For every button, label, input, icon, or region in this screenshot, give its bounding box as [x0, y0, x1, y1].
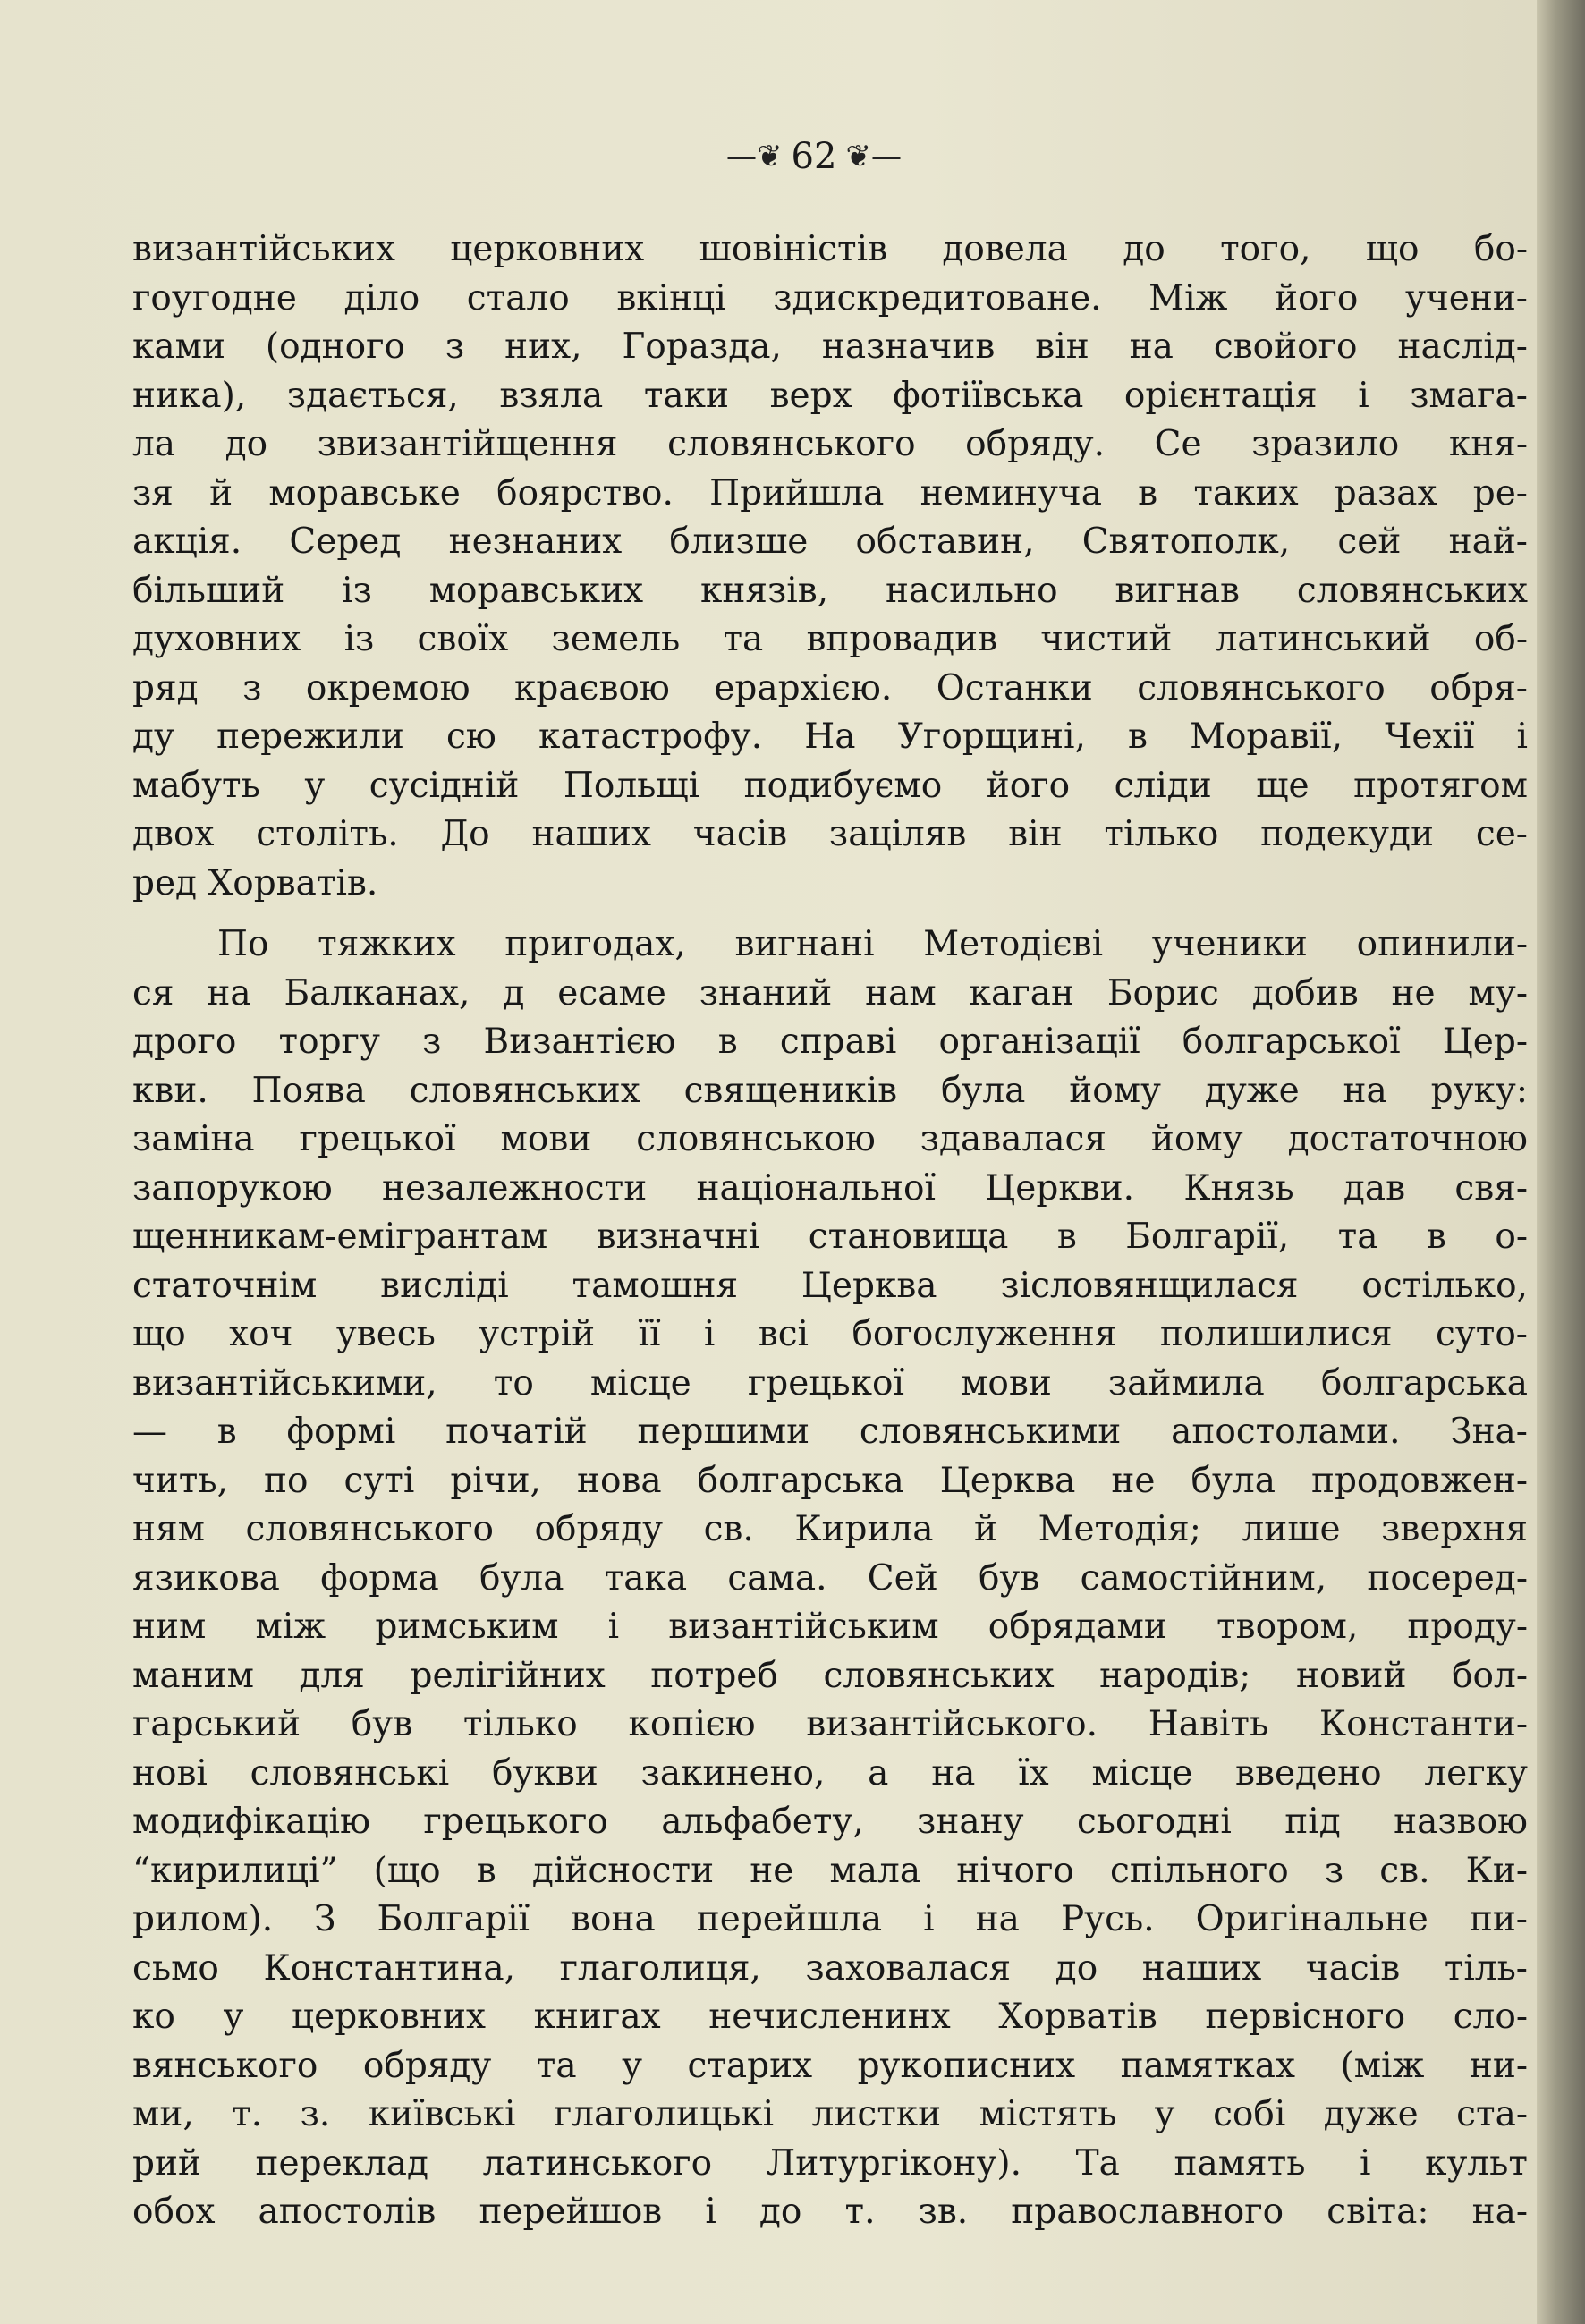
text-line: вянського обряду та у старих рукописних памятках (між ни-: [132, 2045, 1528, 2086]
text-line: По тяжких пригодах, вигнані Методієві ученики опинили-: [217, 924, 1528, 964]
text-line: духовних із своїх земель та впровадив чистий латинський об-: [132, 619, 1528, 659]
text-line: гарський був тілько копією византійського. Навіть Константи-: [132, 1704, 1528, 1744]
text-line: ням словянського обряду св. Кирила й Методія; лише зверхня: [132, 1509, 1528, 1549]
text-line: ками (одного з них, Горазда, назначив він на свойого наслід-: [132, 327, 1528, 367]
text-line: маним для релігійних потреб словянських народів; новий бол-: [132, 1655, 1528, 1696]
text-line: ла до звизантійщення словянського обряду. Се зразило кня-: [132, 424, 1528, 464]
text-line: заміна грецької мови словянською здавалася йому достаточною: [132, 1119, 1528, 1159]
paragraph-2: [132, 920, 1528, 2237]
text-line: ся на Балканах, д есаме знаний нам каган Борис добив не му-: [132, 972, 1528, 1014]
text-line: ряд з окремою краєвою ерархією. Останки словянського обря-: [132, 667, 1528, 708]
text-line: модифікацію грецького альфабету, знану сьогодні під назвою: [132, 1802, 1528, 1842]
ornament-left-icon: —❦: [726, 139, 783, 174]
text-line: “кирилиці” (що в дійсности не мала нічого спільного з св. Ки-: [132, 1850, 1528, 1891]
text-line: чить, по суті річи, нова болгарська Церква не була продовжен-: [132, 1460, 1528, 1501]
text-line: язикова форма була така сама. Сей був самостійним, посеред-: [132, 1557, 1528, 1599]
text-line: рий переклад латинського Литургікону). Та память і культ: [132, 2142, 1528, 2184]
text-line: ду пережили сю катастрофу. На Угорщині, в Моравії, Чехії і: [132, 717, 1528, 757]
text-line: статочнім висліді тамошня Церква зісловянщилася остілько,: [132, 1265, 1528, 1306]
text-line: ред Хорватів.: [132, 862, 378, 903]
body-text: [132, 225, 1528, 2237]
page-header: [698, 130, 930, 183]
text-line: двох століть. До наших часів заціляв він тілько подекуди се-: [132, 814, 1528, 854]
text-line: ко у церковних книгах нечисленинх Хорватів первісного сло-: [132, 1997, 1528, 2037]
book-spine-shadow: [1537, 0, 1585, 2324]
text-line: акція. Серед незнаних близше обставин, Святополк, сей най-: [132, 522, 1528, 562]
text-line: мабуть у сусідній Польщі подибуємо його сліди ще протягом: [132, 765, 1528, 806]
text-line: византійськими, то місце грецької мови займила болгарська: [132, 1362, 1528, 1404]
text-line: нові словянські букви закинено, а на їх місце введено легку: [132, 1752, 1528, 1794]
text-line: гоугодне діло стало вкінці здискредитоване. Між його учени-: [132, 277, 1528, 318]
text-line: обох апостолів перейшов і до т. зв. православного світа: на-: [132, 2192, 1528, 2232]
text-line: щенникам-емігрантам визначні становища в Болгарії, та в о-: [132, 1217, 1528, 1257]
text-line: що хоч увесь устрій її і всі богослуження полишилися суто-: [132, 1314, 1528, 1354]
text-line: ми, т. з. київські глаголицькі листки містять у собі дуже ста-: [132, 2094, 1528, 2134]
page-number: 62: [791, 136, 837, 177]
text-line: ним між римським і византійським обрядами твором, проду-: [132, 1607, 1528, 1647]
text-line: більший із моравських князів, насильно вигнав словянських: [132, 570, 1528, 611]
text-line: рилом). З Болгарії вона перейшла і на Русь. Оригінальне пи-: [132, 1899, 1528, 1939]
text-line: — в формі початій першими словянськими апостолами. Зна-: [132, 1412, 1528, 1452]
text-line: кви. Поява словянських священиків була йому дуже на руку:: [132, 1070, 1528, 1111]
text-line: византійських церковних шовіністів довела до того, що бо-: [132, 229, 1528, 269]
text-line: ника), здається, взяла таки верх фотіївська орієнтація і змага-: [132, 375, 1528, 416]
ornament-right-icon: ❦—: [845, 139, 902, 174]
text-line: зя й моравське боярство. Прийшла неминуча в таких разах ре-: [132, 472, 1528, 513]
text-line: запорукою незалежности національної Церкви. Князь дав свя-: [132, 1167, 1528, 1209]
paragraph-1: [132, 225, 1528, 908]
text-line: сьмо Константина, глаголиця, заховалася до наших часів тіль-: [132, 1947, 1528, 1989]
text-line: дрого торгу з Византією в справі організації болгарської Цер-: [132, 1022, 1528, 1062]
